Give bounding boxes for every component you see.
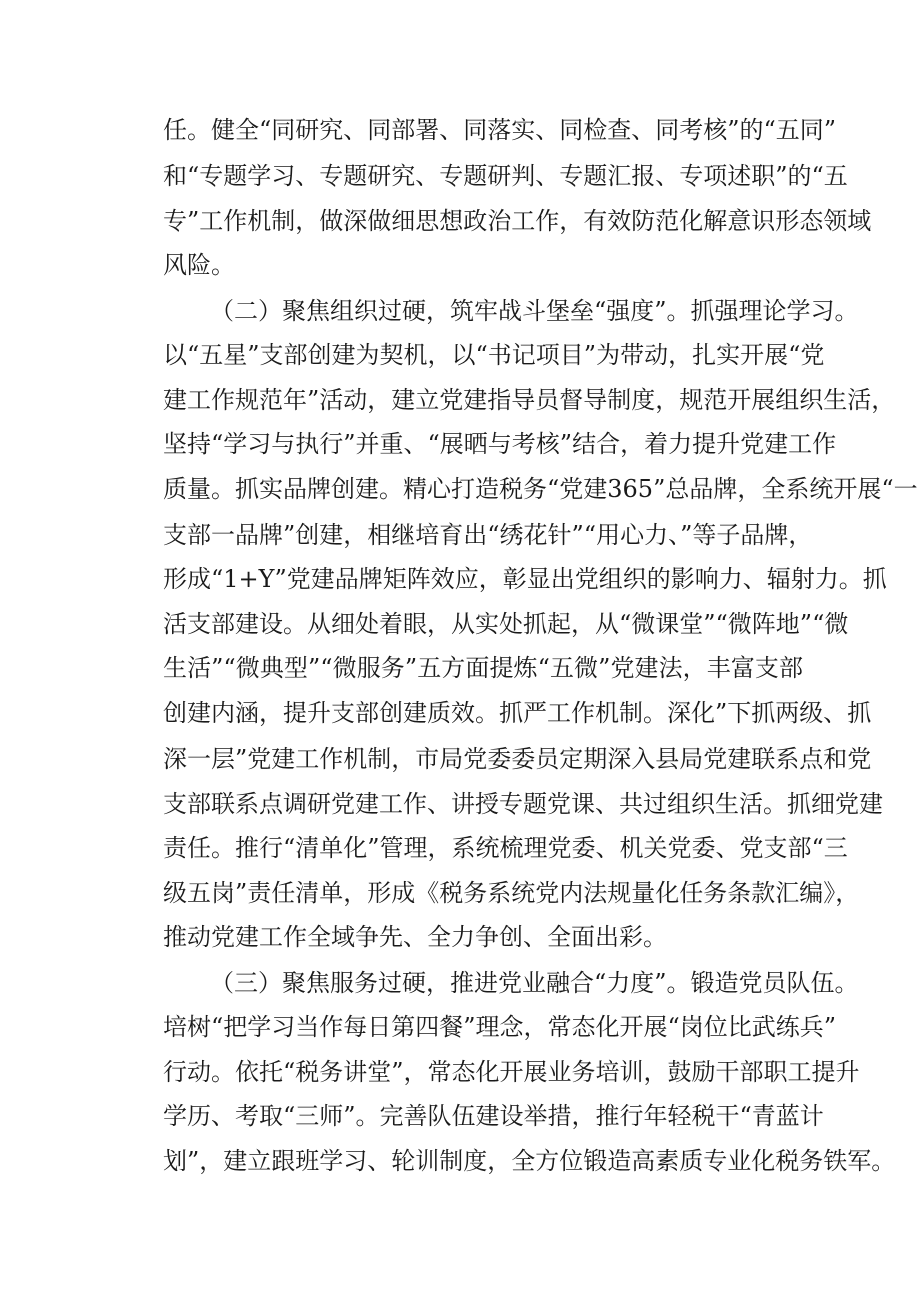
paragraph-line: 创建内涵，提升支部创建质效。抓严工作机制。深化”下抓两级、抓	[163, 699, 872, 727]
paragraph-line: 培树“把学习当作每日第四餐”理念，常态化开展“岗位比武练兵”	[163, 1013, 837, 1041]
paragraph-line: 划”，建立跟班学习、轮训制度，全方位锻造高素质专业化税务铁军。	[163, 1147, 896, 1175]
paragraph-line: 支部联系点调研党建工作、讲授专题党课、共过组织生活。抓细党建	[163, 790, 883, 818]
paragraph-line: 学历、考取“三师”。完善队伍建设举措，推行年轻税干“青蓝计	[163, 1102, 824, 1130]
paragraph-line: 推动党建工作全域争先、全力争创、全面出彩。	[163, 923, 667, 951]
paragraph-line: 形成“1+Y”党建品牌矩阵效应，彰显出党组织的影响力、辐射力。抓	[163, 565, 887, 593]
paragraph-line: 质量。抓实品牌创建。精心打造税务“党建365”总品牌，全系统开展“一	[163, 475, 918, 503]
paragraph-line: 支部一品牌”创建，相继培育出“绣花针”“用心力、”等子品牌，	[163, 521, 813, 549]
paragraph-line: 生活”“微典型”“微服务”五方面提炼“五微”党建法，丰富支部	[163, 654, 803, 682]
paragraph-line: 建工作规范年”活动，建立党建指导员督导制度，规范开展组织生活，	[163, 386, 896, 414]
paragraph-line: 深一层”党建工作机制，市局党委委员定期深入县局党建联系点和党	[163, 745, 872, 773]
section-heading-line: （三）聚焦服务过硬，推进党业融合“力度”。锻造党员队伍。	[210, 969, 859, 997]
paragraph-line: 和“专题学习、专题研究、专题研判、专题汇报、专项述职”的“五	[163, 162, 848, 190]
paragraph-line: 行动。依托“税务讲堂”，常态化开展业务培训，鼓励干部职工提升	[163, 1058, 860, 1086]
paragraph-line: 专”工作机制，做深做细思想政治工作，有效防范化解意识形态领域	[163, 207, 872, 235]
paragraph-line: 风险。	[163, 251, 235, 279]
section-heading-line: （二）聚焦组织过硬，筑牢战斗堡垒“强度”。抓强理论学习。	[210, 297, 859, 325]
paragraph-line: 以“五星”支部创建为契机，以“书记项目”为带动，扎实开展“党	[163, 341, 825, 369]
paragraph-line: 责任。推行“清单化”管理，系统梳理党委、机关党委、党支部“三	[163, 834, 848, 862]
paragraph-line: 坚持“学习与执行”并重、“展晒与考核”结合，着力提升党建工作	[163, 430, 837, 458]
paragraph-line: 任。健全“同研究、同部署、同落实、同检查、同考核”的“五同”	[163, 116, 837, 144]
paragraph-line: 级五岗”责任清单，形成《税务系统党内法规量化任务条款汇编》，	[163, 879, 860, 907]
paragraph-line: 活支部建设。从细处着眼，从实处抓起，从“微课堂”“微阵地”“微	[163, 610, 849, 638]
